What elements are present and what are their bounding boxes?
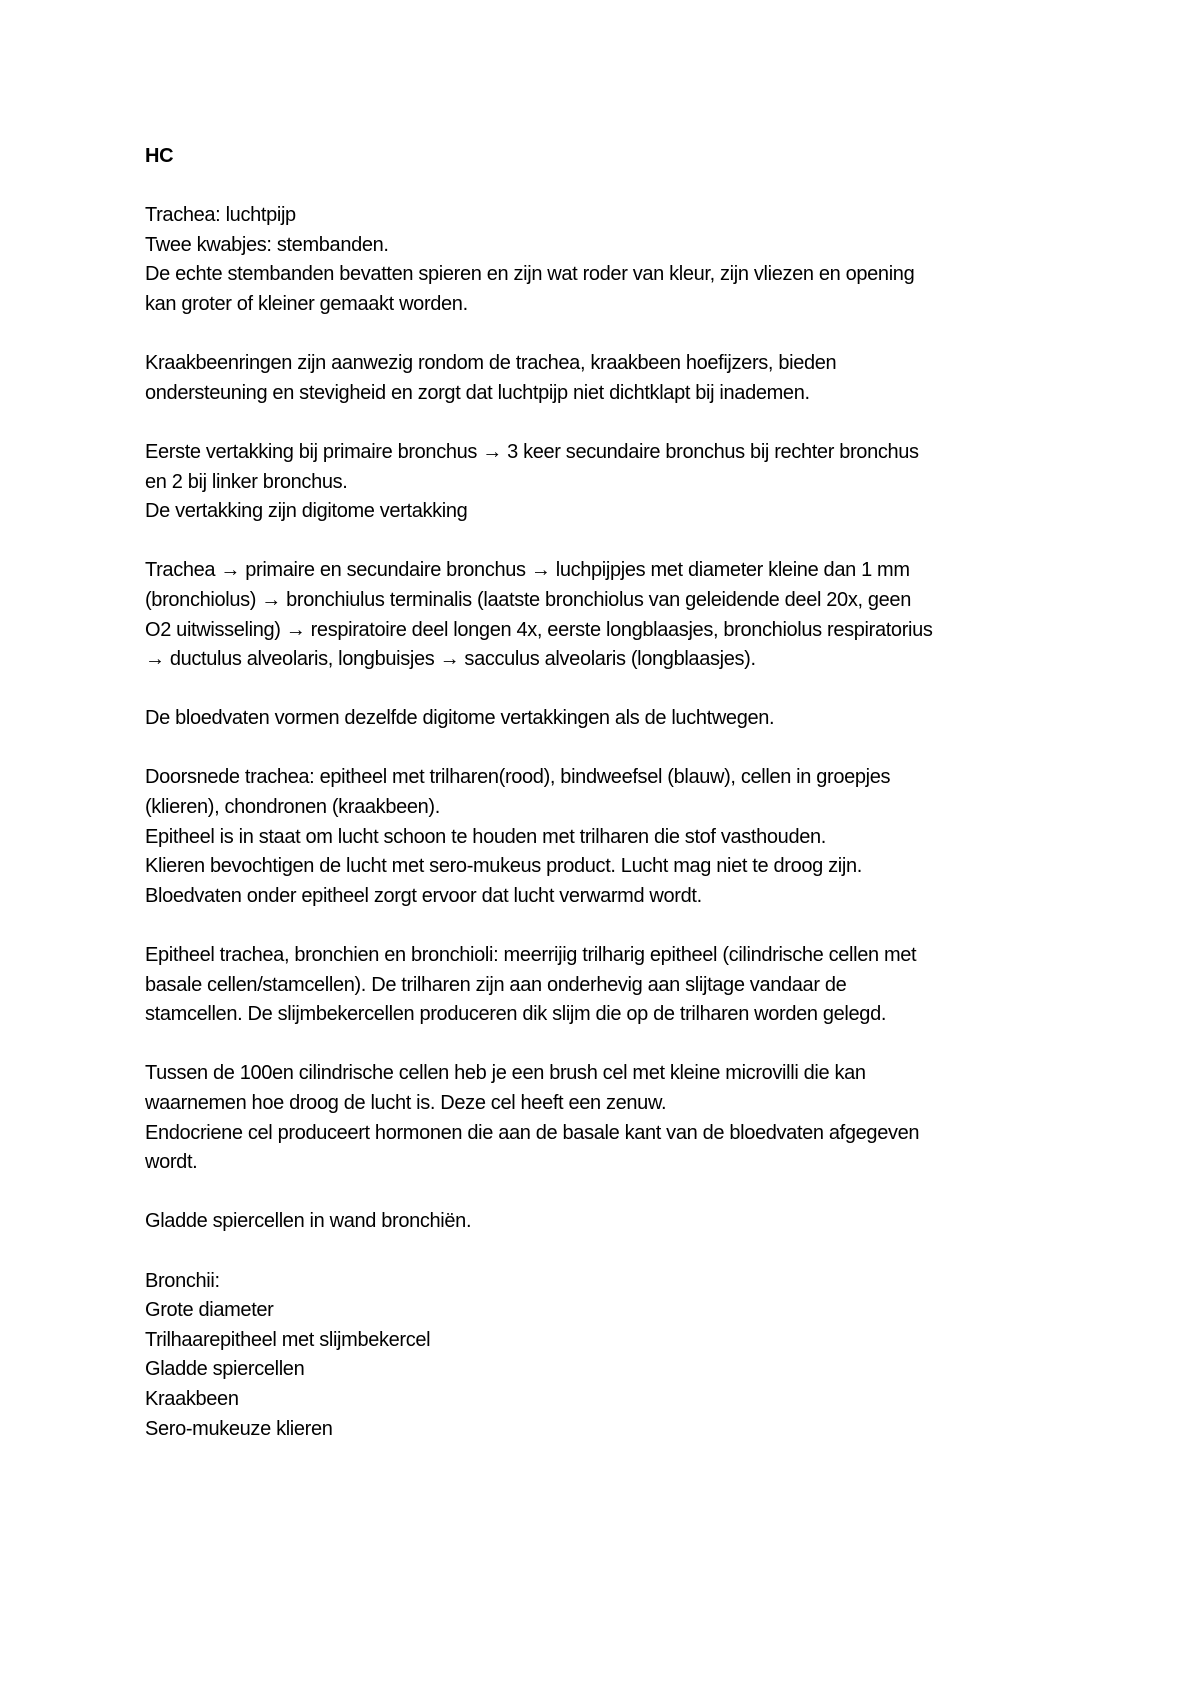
spacer — [145, 911, 1075, 941]
spacer — [145, 527, 1075, 557]
spacer — [145, 320, 1075, 350]
spacer — [145, 1178, 1075, 1208]
paragraph-epitheel: Epitheel trachea, bronchien en bronchioli: meerrijig trilharig epitheel (cilindrische cellen met basale cellen/stamcellen). De trilharen zijn aan onderhevig aan slijtage vandaar de stamcellen. De slijmbekercellen produceren dik slijm die op de trilharen worden gelegd. — [145, 944, 917, 1026]
paragraph-trachea: Trachea: luchtpijp Twee kwabjes: stembanden. De echte stembanden bevatten spieren en zijn wat roder van kleur, zijn vliezen en opening kan groter of kleiner gemaakt worden. — [145, 204, 915, 315]
spacer — [145, 1237, 1075, 1267]
spacer — [145, 734, 1075, 764]
paragraph-kraakbeenringen: Kraakbeenringen zijn aanwezig rondom de trachea, kraakbeen hoefijzers, bieden ondersteuning en stevigheid en zorgt dat luchtpijp niet dichtklapt bij inademen. — [145, 352, 837, 404]
spacer — [145, 172, 1075, 202]
paragraph-vertakking: Eerste vertakking bij primaire bronchus → 3 keer secundaire bronchus bij rechter bronchus en 2 bij linker bronchus. De vertakking zijn digitome vertakking — [145, 440, 919, 523]
paragraph-bloedvaten: De bloedvaten vormen dezelfde digitome vertakkingen als de luchtwegen. — [145, 707, 775, 730]
spacer — [145, 1030, 1075, 1060]
paragraph-brush-cel: Tussen de 100en cilindrische cellen heb je een brush cel met kleine microvilli die kan waarnemen hoe droog de lucht is. Deze cel heeft een zenuw. Endocriene cel produceert hormonen die aan de basale kant van de bloedvaten afgegeven wordt. — [145, 1062, 920, 1174]
spacer — [145, 675, 1075, 705]
paragraph-bronchii-list: Bronchii: Grote diameter Trilhaarepitheel met slijmbekercel Gladde spiercellen Kraakbeen Sero-mukeuze klieren — [145, 1269, 431, 1440]
paragraph-doorsnede: Doorsnede trachea: epitheel met trilharen(rood), bindweefsel (blauw), cellen in groepjes (klieren), chondronen (kraakbeen). Epitheel is in staat om lucht schoon te houden met trilharen die stof vasthouden. Klieren bevochtigen de lucht met sero-mukeus product. Lucht mag niet te droog zijn. Bloedvaten onder epitheel zorgt ervoor dat lucht verwarmd wordt. — [145, 766, 891, 907]
spacer — [145, 408, 1075, 438]
paragraph-luchtwegen-route: Trachea → primaire en secundaire bronchus → luchpijpjes met diameter kleine dan 1 mm (bronchiolus) → bronchiulus terminalis (laatste bronchiolus van geleidende deel 20x, geen O2 uitwisseling) → respiratoire deel longen 4x, eerste longblaasjes, bronchiolus respiratorius → ductulus alveolaris, longbuisjes → sacculus alveolaris (longblaasjes). — [145, 559, 933, 671]
document-heading: HC — [145, 145, 174, 167]
paragraph-gladde-spiercellen: Gladde spiercellen in wand bronchiën. — [145, 1210, 472, 1233]
document-page — [145, 142, 1075, 1444]
